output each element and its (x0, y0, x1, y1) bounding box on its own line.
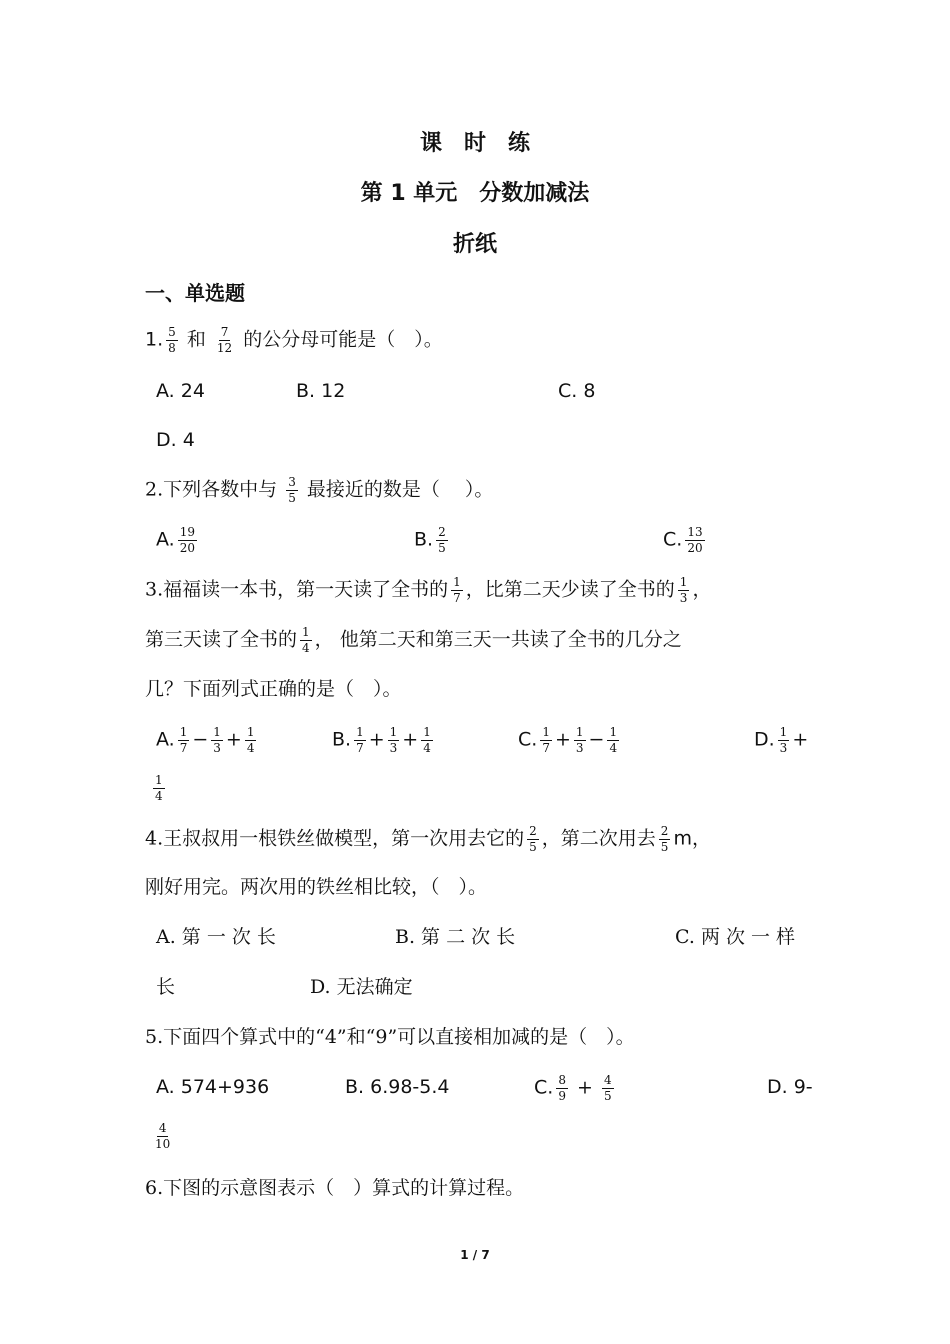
q2-option-c[interactable]: C. $\frac{13}{20}$ (663, 525, 703, 555)
q1-option-d[interactable]: D. 4 (156, 429, 195, 451)
q1-option-c[interactable]: C. 8 (558, 380, 596, 402)
q3-option-b[interactable]: B. $\frac{1}{7}$ + $\frac{1}{3}$ + $\frac{1}{4}$ (332, 725, 431, 755)
q5-option-c[interactable]: C. $\frac{8}{9}$ + $\frac{4}{5}$ (534, 1073, 612, 1103)
q5-option-a[interactable]: A. 574+936 (156, 1076, 270, 1098)
question-3-line-3: 几？下面列式正确的是（ ）。 (145, 678, 402, 700)
fraction: $\frac{5}{8}$ (168, 325, 176, 355)
q2-option-b[interactable]: B. $\frac{2}{5}$ (414, 525, 446, 555)
question-1: 1. $\frac{5}{8}$ 和 $\frac{7}{12}$ 的公分母可能是（ ）。 (145, 325, 443, 355)
q1-option-a[interactable]: A. 24 (156, 380, 205, 402)
q4-option-d[interactable]: D. 无法确定 (310, 976, 413, 998)
unit-title: 第 1 单元 分数加减法 (360, 181, 590, 206)
fraction: $\frac{7}{12}$ (216, 325, 233, 355)
q5-option-d[interactable]: D. 9- (767, 1076, 813, 1098)
question-5: 5.下面四个算式中的“4”和“9”可以直接相加减的是（ ）。 (145, 1026, 635, 1048)
q3-option-d[interactable]: D. $\frac{1}{3}$ + (754, 725, 809, 755)
question-4-line-1: 4.王叔叔用一根铁丝做模型，第一次用去它的 $\frac{2}{5}$ ，第二次用去 $\frac{2}{5}$ m， (145, 824, 711, 854)
q4-option-a[interactable]: A. 第 一 次 长 (156, 926, 276, 948)
q4-option-b[interactable]: B. 第 二 次 长 (395, 926, 516, 948)
q2-option-a[interactable]: A. $\frac{19}{20}$ (156, 525, 195, 555)
doc-title: 课 时 练 (419, 131, 530, 156)
question-2: 2.下列各数中与 $\frac{3}{5}$ 最接近的数是（ ）。 (145, 475, 494, 505)
fraction: $\frac{3}{5}$ (288, 475, 296, 505)
page-number: 1 / 7 (460, 1248, 490, 1262)
question-6: 6.下图的示意图表示（ ）算式的计算过程。 (145, 1177, 525, 1199)
question-3-line-2: 第三天读了全书的 $\frac{1}{4}$ ， 他第二天和第三天一共读了全书的几分之 (145, 625, 682, 655)
q1-option-b[interactable]: B. 12 (296, 380, 346, 402)
lesson-title: 折纸 (452, 232, 497, 257)
q5-option-b[interactable]: B. 6.98-5.4 (345, 1076, 450, 1098)
question-3-line-1: 3.福福读一本书，第一天读了全书的 $\frac{1}{7}$ ，比第二天少读了全书的 $\frac{1}{3}$ ， (145, 575, 712, 605)
q5-option-d-continued: $\frac{4}{10}$ (155, 1121, 171, 1151)
q4-option-c-continued: 长 (156, 976, 176, 998)
q3-option-a[interactable]: A. $\frac{1}{7}$ − $\frac{1}{3}$ + $\frac{1}{4}$ (156, 725, 255, 755)
q4-option-c[interactable]: C. 两 次 一 样 (675, 926, 796, 948)
section-heading: 一、单选题 (145, 281, 245, 305)
q3-option-d-continued: $\frac{1}{4}$ (155, 773, 163, 803)
question-4-line-2: 刚好用完。两次用的铁丝相比较，（ ）。 (145, 876, 488, 898)
q3-option-c[interactable]: C. $\frac{1}{7}$ + $\frac{1}{3}$ − $\frac{1}{4}$ (518, 725, 618, 755)
